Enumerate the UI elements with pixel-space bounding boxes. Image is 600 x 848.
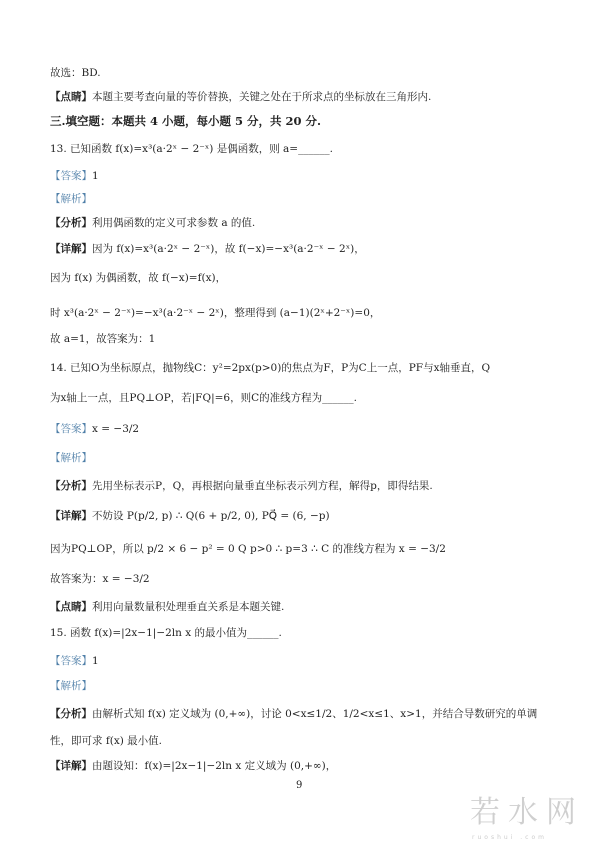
section-label: 【详解】: [50, 510, 92, 522]
text-line: [50, 66, 101, 80]
line-text: 性，即可求 f(x) 最小值.: [50, 735, 163, 747]
line-text: 利用向量数量积处理垂直关系是本题关键.: [92, 601, 285, 613]
section-label: 【详解】: [50, 760, 92, 772]
line-text: 时 x³(a·2ˣ − 2⁻ˣ)=−x³(a·2⁻ˣ − 2ˣ)，整理得到 (a−1)(2ˣ+2⁻ˣ)=0，: [50, 307, 381, 319]
line-text: 15. 函数 f(x)=|2x−1|−2ln x 的最小值为______.: [50, 627, 282, 639]
page-number: 9: [296, 780, 303, 791]
text-line: [50, 654, 99, 668]
text-line: [50, 707, 537, 721]
text-line: [50, 306, 380, 320]
text-line: [50, 169, 99, 183]
text-line: [50, 90, 431, 104]
text-line: [50, 391, 357, 405]
text-line: [50, 271, 226, 285]
line-text: 故选：BD.: [50, 67, 101, 79]
line-text: 三.填空题：本题共 4 小题，每小题 5 分，共 20 分.: [50, 114, 322, 128]
section-label: 【解析】: [50, 452, 92, 464]
line-text: 因为 f(x)=x³(a·2ˣ − 2⁻ˣ)，故 f(−x)=−x³(a·2⁻ˣ − 2ˣ)，: [92, 243, 365, 255]
section-label: 【解析】: [50, 680, 92, 692]
line-text: 为x轴上一点，且PQ⊥OP，若|FQ|=6，则C的准线方程为______.: [50, 392, 357, 404]
line-text: 本题主要考查向量的等价替换，关键之处在于所求点的坐标放在三角形内.: [92, 91, 432, 103]
line-text: 13. 已知函数 f(x)=x³(a·2ˣ − 2⁻ˣ) 是偶函数，则 a=______.: [50, 143, 333, 155]
section-label: 【详解】: [50, 243, 92, 255]
section-label: 【点睛】: [50, 601, 92, 613]
text-line: [50, 332, 155, 346]
text-line: [50, 242, 365, 256]
text-line: [50, 216, 255, 230]
text-line: [50, 734, 162, 748]
text-line: [50, 572, 150, 586]
watermark-logo: 若水网: [470, 795, 584, 830]
line-text: 因为 f(x) 为偶函数，故 f(−x)=f(x)，: [50, 272, 227, 284]
text-line: [50, 626, 282, 640]
text-line: [50, 422, 139, 436]
line-text: 故 a=1，故答案为：1: [50, 333, 156, 345]
section-label: 【解析】: [50, 193, 92, 205]
line-text: 14. 已知O为坐标原点，抛物线C：y²=2px(p>0)的焦点为F，P为C上一点，PF与x轴垂直，Q: [50, 362, 491, 374]
text-line: [50, 679, 92, 693]
line-text: 利用偶函数的定义可求参数 a 的值.: [92, 217, 256, 229]
line-text: 因为PQ⊥OP，所以 p/2 × 6 − p² = 0 Q p>0 ∴ p=3 ∴ C 的准线方程为 x = −3/2: [50, 543, 446, 555]
line-text: 先用坐标表示P，Q，再根据向量垂直坐标表示列方程，解得p，即得结果.: [92, 480, 433, 492]
line-text: 由解析式知 f(x) 定义域为 (0,+∞)，讨论 0<x≤1/2、1/2<x≤1、x>1，并结合导数研究的单调: [92, 708, 538, 720]
section-label: 【点睛】: [50, 91, 92, 103]
text-line: [50, 600, 284, 614]
section-label: 【答案】: [50, 170, 92, 182]
section-label: 【分析】: [50, 217, 92, 229]
text-line: [50, 361, 490, 375]
text-line: [50, 114, 321, 128]
line-text: x = −3/2: [92, 423, 140, 435]
section-label: 【分析】: [50, 480, 92, 492]
section-label: 【答案】: [50, 423, 92, 435]
line-text: 故答案为：x = −3/2: [50, 573, 150, 585]
text-line: [50, 759, 336, 773]
text-line: [50, 509, 330, 523]
text-line: [50, 451, 92, 465]
text-line: [50, 142, 333, 156]
line-text: 1: [92, 170, 99, 182]
section-label: 【分析】: [50, 708, 92, 720]
text-line: [50, 479, 433, 493]
text-line: [50, 192, 92, 206]
watermark-subtext: ruoshui .com: [472, 834, 547, 841]
section-label: 【答案】: [50, 655, 92, 667]
line-text: 由题设知：f(x)=|2x−1|−2ln x 定义域为 (0,+∞)，: [92, 760, 337, 772]
text-line: [50, 542, 446, 556]
line-text: 1: [92, 655, 99, 667]
line-text: 不妨设 P(p/2, p) ∴ Q(6 + p/2, 0), PQ⃗ = (6, −p): [92, 510, 330, 522]
